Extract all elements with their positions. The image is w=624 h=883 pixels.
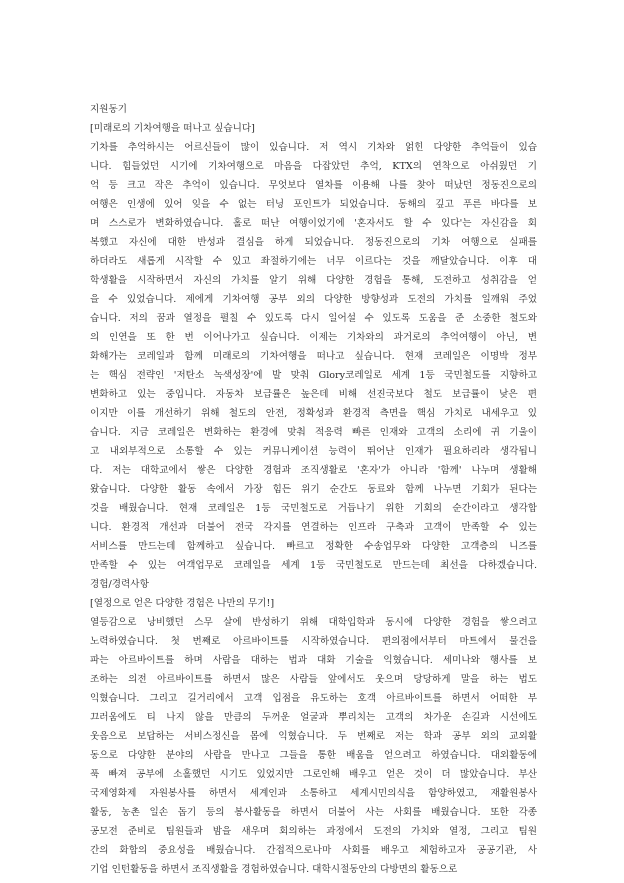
paragraph-line: 습니다. 지금 코레일은 변화하는 환경에 맞춰 적응력 빠른 인재와 고객의 소리에 귀 기울이 xyxy=(90,427,537,438)
document-body xyxy=(90,100,537,879)
paragraph-line: 왔습니다. 다양한 활동 속에서 가장 힘든 위기 순간도 동료와 함께 나누면 기회가 된다는 xyxy=(90,484,537,495)
paragraph-line: 이지만 이를 개선하기 위해 철도의 안전, 정확성과 환경적 측면을 핵심 가치로 내세우고 있 xyxy=(90,408,537,419)
paragraph-line: 복했고 자신에 대한 반성과 결심을 하게 되었습니다. 정동진으로의 기차 여행으로 실패를 xyxy=(90,237,537,248)
paragraph-line: 학생활을 시작하면서 자신의 가치를 알기 위해 다양한 경험을 통해, 도전하고 성취감을 얻 xyxy=(90,275,537,286)
paragraph-line: 만족할 수 있는 여객업무로 코레일을 세계 1등 국민철도로 만드는데 최선을 다하겠습니다. xyxy=(90,560,537,571)
paragraph-line: 활동, 농촌 일손 돕기 등의 봉사활동을 하면서 더불어 사는 사회를 배웠습니다. 또한 각종 xyxy=(90,807,537,818)
paragraph-line: 고 내외부적으로 소통할 수 있는 커뮤니케이션 능력이 뛰어난 인재가 필요하리라 생각됩니 xyxy=(90,446,537,457)
paragraph-line: 기업 인턴활동을 하면서 조직생활을 경험하였습니다. 대학시절동안의 다방면의 활동으로 xyxy=(90,864,458,875)
paragraph-line: 간의 화합의 중요성을 배웠습니다. 간접적으로나마 사회를 배우고 체험하고자 공공기관, 사 xyxy=(90,845,537,856)
section-heading-motivation: 지원동기 xyxy=(90,104,128,115)
paragraph-line: 익혔습니다. 그리고 길거리에서 고객 입점을 유도하는 호객 아르바이트를 하면서 어떠한 부 xyxy=(90,693,537,704)
paragraph-line: 노력하였습니다. 첫 번째로 아르바이트를 시작하였습니다. 편의점에서부터 마트에서 물건을 xyxy=(90,636,537,647)
paragraph-line: 을 수 있었습니다. 제에게 기차여행 공부 외의 다양한 방향성과 도전의 가치를 일깨워 주었 xyxy=(90,294,537,305)
paragraph-line: 며 스스로가 변화하였습니다. 홀로 떠난 여행이었기에 '혼자서도 할 수 있다'는 자신감을 회 xyxy=(90,218,537,229)
paragraph-line: 파는 아르바이트를 하며 사람을 대하는 법과 대화 기술을 익혔습니다. 세미나와 행사를 보 xyxy=(90,655,537,666)
section-heading-experience: 경험/경력사항 xyxy=(90,579,149,590)
paragraph-line: 화해가는 코레일과 함께 미래로의 기차여행을 떠나고 싶습니다. 현재 코레일은 이명박 정부 xyxy=(90,351,537,362)
paragraph-line: 의 인연을 또 한 번 이어나가고 싶습니다. 이제는 기차와의 과거로의 추억여행이 아닌, 변 xyxy=(90,332,537,343)
paragraph-line: 웃음으로 보답하는 서비스정신을 몸에 익혔습니다. 두 번째로 저는 학과 공부 외의 교외활 xyxy=(90,731,537,742)
section-subtitle-motivation: [미래로의 기차여행을 떠나고 싶습니다] xyxy=(90,123,255,134)
paragraph-line: 변화하고 있는 중입니다. 자동차 보급률은 높은데 비해 선진국보다 철도 보급률이 낮은 편 xyxy=(90,389,537,400)
paragraph-line: 푹 빠져 공부에 소홀했던 시기도 있었지만 그로인해 배우고 얻은 것이 더 많았습니다. 부산 xyxy=(90,769,537,780)
paragraph-line: 서비스를 만드는데 함께하고 싶습니다. 빠르고 정확한 수송업무와 다양한 고객층의 니즈를 xyxy=(90,541,537,552)
paragraph-line: 습니다. 저의 꿈과 열정을 펼칠 수 있도록 다시 일어설 수 있도록 도움을 준 소중한 철도와 xyxy=(90,313,537,324)
section-subtitle-experience: [열정으로 얻은 다양한 경험은 나만의 무기!] xyxy=(90,598,275,609)
paragraph-line: 동으로 다양한 분야의 사람을 만나고 그들을 통한 배움을 얻으려고 하였습니다. 대외활동에 xyxy=(90,750,537,761)
paragraph-line: 다. 저는 대학교에서 쌓은 다양한 경험과 조직생활로 '혼자'가 아니라 '함께' 나누며 생활해 xyxy=(90,465,537,476)
paragraph-line: 니다. 환경적 개선과 더불어 전국 각지를 연결하는 인프라 구축과 고객이 만족할 수 있는 xyxy=(90,522,537,533)
paragraph-line: 공모전 준비로 팀원들과 밤을 새우며 회의하는 과정에서 도전의 가치와 열정, 그리고 팀원 xyxy=(90,826,537,837)
paragraph-line: 여행은 인생에 있어 잊을 수 없는 터닝 포인트가 되었습니다. 동해의 깊고 푸른 바다를 보 xyxy=(90,199,537,210)
paragraph-line: 조하는 의전 아르바이트를 하면서 많은 사람들 앞에서도 웃으며 당당하게 말을 하는 법도 xyxy=(90,674,537,685)
paragraph-line: 하더라도 새롭게 시작할 수 있고 좌절하기에는 너무 이르다는 것을 깨달았습니다. 이후 대 xyxy=(90,256,537,267)
paragraph-line: 는 핵심 전략인 '저탄소 녹색성장'에 발 맞춰 Glory코레일로 세계 1등 국민철도를 지향하고 xyxy=(90,370,537,381)
paragraph-line: 억 등 크고 작은 추억이 있습니다. 무엇보다 열차를 이용해 나를 찾아 떠났던 정동진으로의 xyxy=(90,180,537,191)
paragraph-line: 것을 배웠습니다. 현재 코레일은 1등 국민철도로 거듭나기 위한 기회의 순간이라고 생각합 xyxy=(90,503,537,514)
paragraph-line: 니다. 힘들었던 시기에 기차여행으로 마음을 다잡았던 추억, KTX의 연착으로 아쉬웠던 기 xyxy=(90,161,537,172)
paragraph-line: 기차를 추억하시는 어르신들이 많이 있습니다. 저 역시 기차와 얽힌 다양한 추억들이 있습 xyxy=(90,142,537,153)
paragraph-line: 열등감으로 낭비했던 스무 살에 반성하기 위해 대학입학과 동시에 다양한 경험을 쌓으려고 xyxy=(90,617,537,628)
paragraph-line: 끄러움에도 티 나지 않을 만큼의 두꺼운 얼굴과 뿌리치는 고객의 차가운 손길과 시선에도 xyxy=(90,712,537,723)
paragraph-line: 국제영화제 자원봉사를 하면서 세계인과 소통하고 세계시민의식을 함양하였고, 재활원봉사 xyxy=(90,788,537,799)
